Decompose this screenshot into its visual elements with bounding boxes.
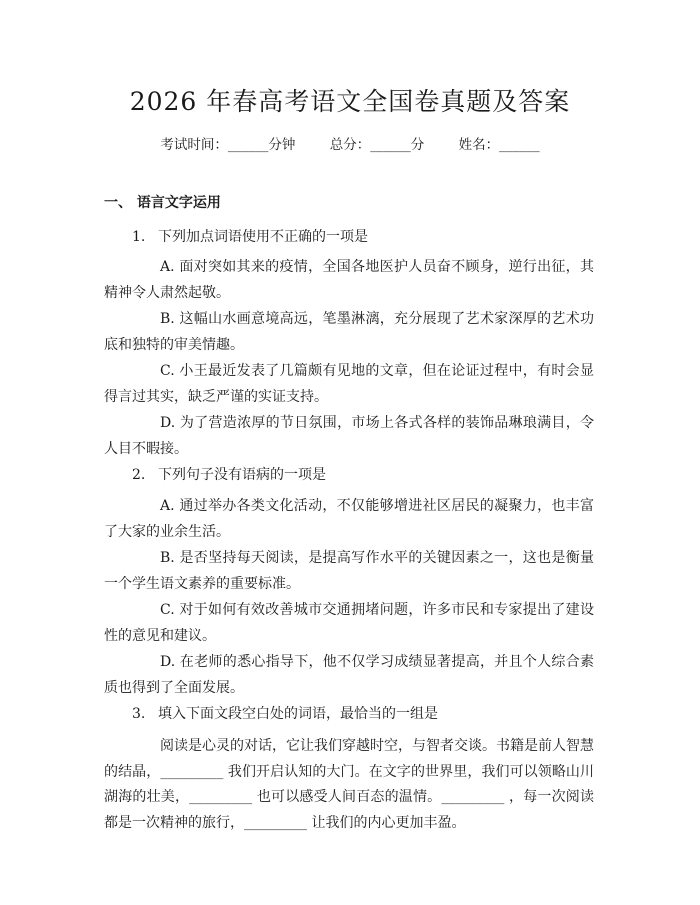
question-2-option-b: B. 是否坚持每天阅读，是提高写作水平的关键因素之一，这也是衡量一个学生语文素养的重要标准。 [104, 550, 594, 592]
section-heading-language-use: 一、 语言文字运用 [104, 195, 221, 211]
question-3-passage: 阅读是心灵的对话，它让我们穿越时空，与智者交谈。书籍是前人智慧的结晶，_________ 我们开启认知的大门。在文字的世界里，我们可以领略山川湖海的壮美，_________ 也可以感受人间百态的温情。_________ ，每一次阅读都是一次精神的旅行，_________ 让我们的内心更加丰盈。 [104, 738, 594, 831]
exam-info-line [0, 133, 700, 153]
total-score-field: 总分：______分 [329, 137, 425, 153]
page-title: 2026 年春高考语文全国卷真题及答案 [129, 87, 571, 116]
question-number: 3. [132, 706, 146, 722]
question-1-option-b: B. 这幅山水画意境高远，笔墨淋漓，充分展现了艺术家深厚的艺术功底和独特的审美情趣。 [104, 311, 594, 353]
question-text: 下列加点词语使用不正确的一项是 [158, 229, 368, 245]
question-text: 下列句子没有语病的一项是 [158, 467, 326, 483]
question-2-option-d: D. 在老师的悉心指导下，他不仅学习成绩显著提高，并且个人综合素质也得到了全面发展。 [104, 654, 594, 696]
question-text: 填入下面文段空白处的词语，最恰当的一组是 [158, 706, 438, 722]
question-number: 1. [132, 229, 146, 245]
exam-time-field: 考试时间：______分钟 [160, 137, 296, 153]
question-2-option-a: A. 通过举办各类文化活动，不仅能够增进社区居民的凝聚力，也丰富了大家的业余生活。 [104, 498, 594, 540]
question-1-option-a: A. 面对突如其来的疫情，全国各地医护人员奋不顾身，逆行出征，其精神令人肃然起敬。 [104, 259, 594, 301]
question-1-stem [132, 226, 368, 246]
question-2-stem [132, 464, 326, 484]
question-2-option-c: C. 对于如何有效改善城市交通拥堵问题，许多市民和专家提出了建设性的意见和建议。 [104, 602, 594, 644]
question-1-option-c: C. 小王最近发表了几篇颇有见地的文章，但在论证过程中，有时会显得言过其实，缺乏严谨的实证支持。 [104, 363, 594, 405]
question-3-stem [132, 703, 438, 723]
student-name-field: 姓名：______ [458, 137, 540, 153]
question-number: 2. [132, 467, 146, 483]
question-1-option-d: D. 为了营造浓厚的节日氛围，市场上各式各样的装饰品琳琅满目，令人目不暇接。 [104, 415, 594, 457]
